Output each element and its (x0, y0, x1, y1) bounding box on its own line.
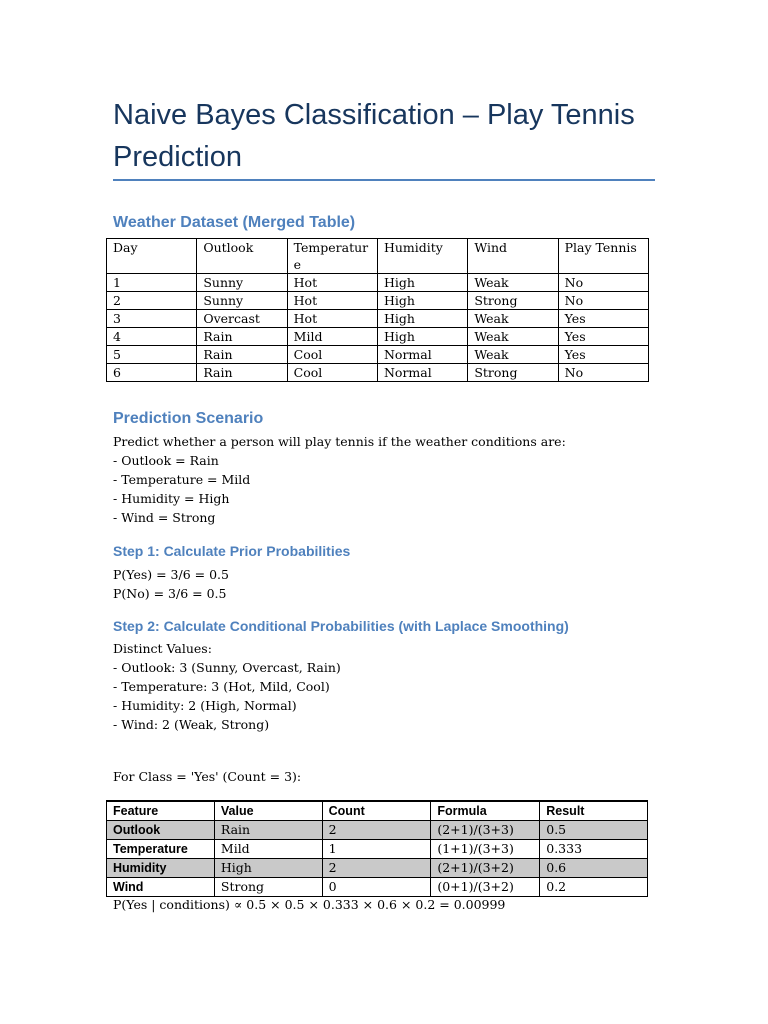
table-row (107, 310, 649, 328)
table-row (107, 859, 648, 878)
feature-probability-table (106, 800, 648, 897)
scenario-line: Predict whether a person will play tennis if the weather conditions are: (113, 434, 566, 449)
table-cell: Normal (377, 346, 467, 364)
step2-line: - Humidity: 2 (High, Normal) (113, 698, 297, 713)
step2-heading: Step 2: Calculate Conditional Probabilities (with Laplace Smoothing) (113, 618, 569, 634)
table-cell: Cool (287, 364, 377, 382)
table-row (107, 821, 648, 840)
table-row (107, 328, 649, 346)
scenario-heading: Prediction Scenario (113, 410, 264, 427)
table-cell: Weak (468, 274, 558, 292)
prior-line: P(Yes) = 3/6 = 0.5 (113, 567, 229, 582)
title-divider (113, 179, 655, 181)
table-cell: Hot (287, 274, 377, 292)
table-cell: 6 (107, 364, 197, 382)
table-cell: Weak (468, 328, 558, 346)
step1-heading: Step 1: Calculate Prior Probabilities (113, 543, 351, 559)
table-cell: Outlook (107, 821, 215, 840)
table-cell: Rain (197, 328, 287, 346)
table-cell: Weak (468, 310, 558, 328)
table-cell: Overcast (197, 310, 287, 328)
table-header-row (107, 239, 649, 274)
column-header: Temperatur e (287, 239, 377, 274)
table-cell: (0+1)/(3+2) (431, 878, 540, 897)
column-header: Count (322, 801, 431, 821)
table-cell: High (377, 310, 467, 328)
step2-line: - Wind: 2 (Weak, Strong) (113, 717, 270, 732)
table-cell: 2 (107, 292, 197, 310)
table-cell: Sunny (197, 292, 287, 310)
table-cell: (2+1)/(3+2) (431, 859, 540, 878)
table-cell: High (377, 328, 467, 346)
class-line: For Class = 'Yes' (Count = 3): (113, 769, 302, 784)
table-cell: Hot (287, 310, 377, 328)
table-row (107, 878, 648, 897)
scenario-line: - Temperature = Mild (113, 472, 251, 487)
table-cell: No (558, 292, 648, 310)
table-cell: No (558, 274, 648, 292)
column-header: Value (214, 801, 322, 821)
column-header: Day (107, 239, 197, 274)
table-cell: 0.6 (540, 859, 648, 878)
table-cell: 0.2 (540, 878, 648, 897)
step2-line: - Outlook: 3 (Sunny, Overcast, Rain) (113, 660, 341, 675)
table-row (107, 346, 649, 364)
table-row (107, 292, 649, 310)
prior-line: P(No) = 3/6 = 0.5 (113, 586, 227, 601)
page-title: Naive Bayes Classification – Play Tennis Prediction (113, 99, 635, 173)
table-cell: 0 (322, 878, 431, 897)
table-cell: Rain (197, 346, 287, 364)
column-header: Play Tennis (558, 239, 648, 274)
table-cell: Wind (107, 878, 215, 897)
table-cell: 5 (107, 346, 197, 364)
table-cell: Sunny (197, 274, 287, 292)
table-cell: Yes (558, 346, 648, 364)
table-cell: Strong (468, 292, 558, 310)
column-header: Feature (107, 801, 215, 821)
table-cell: Yes (558, 310, 648, 328)
table-cell: No (558, 364, 648, 382)
table-row (107, 274, 649, 292)
table-cell: Weak (468, 346, 558, 364)
table-cell: Hot (287, 292, 377, 310)
table-row (107, 364, 649, 382)
column-header: Result (540, 801, 648, 821)
table-cell: Mild (214, 840, 322, 859)
table-cell: Rain (197, 364, 287, 382)
table-cell: Normal (377, 364, 467, 382)
scenario-line: - Wind = Strong (113, 510, 216, 525)
scenario-line: - Outlook = Rain (113, 453, 219, 468)
table-cell: 2 (322, 821, 431, 840)
table-cell: (2+1)/(3+3) (431, 821, 540, 840)
table-cell: 3 (107, 310, 197, 328)
table-cell: High (377, 292, 467, 310)
table-cell: Cool (287, 346, 377, 364)
table-cell: (1+1)/(3+3) (431, 840, 540, 859)
step2-line: - Temperature: 3 (Hot, Mild, Cool) (113, 679, 330, 694)
table-cell: Temperature (107, 840, 215, 859)
table-cell: Mild (287, 328, 377, 346)
table-cell: 1 (107, 274, 197, 292)
table-cell: High (377, 274, 467, 292)
table-cell: Rain (214, 821, 322, 840)
weather-dataset-table (106, 238, 649, 382)
table-header-row (107, 801, 648, 821)
table-cell: Humidity (107, 859, 215, 878)
posterior-result-line: P(Yes | conditions) ∝ 0.5 × 0.5 × 0.333 × 0.6 × 0.2 = 0.00999 (113, 897, 506, 912)
table-cell: 0.333 (540, 840, 648, 859)
table-cell: Strong (214, 878, 322, 897)
table-cell: High (214, 859, 322, 878)
table-cell: 2 (322, 859, 431, 878)
table-cell: Strong (468, 364, 558, 382)
column-header: Wind (468, 239, 558, 274)
column-header: Formula (431, 801, 540, 821)
table-cell: Yes (558, 328, 648, 346)
column-header: Humidity (377, 239, 467, 274)
table-row (107, 840, 648, 859)
step2-line: Distinct Values: (113, 641, 212, 656)
table-cell: 0.5 (540, 821, 648, 840)
column-header: Outlook (197, 239, 287, 274)
dataset-heading: Weather Dataset (Merged Table) (113, 214, 356, 231)
scenario-line: - Humidity = High (113, 491, 230, 506)
table-cell: 1 (322, 840, 431, 859)
table-cell: 4 (107, 328, 197, 346)
